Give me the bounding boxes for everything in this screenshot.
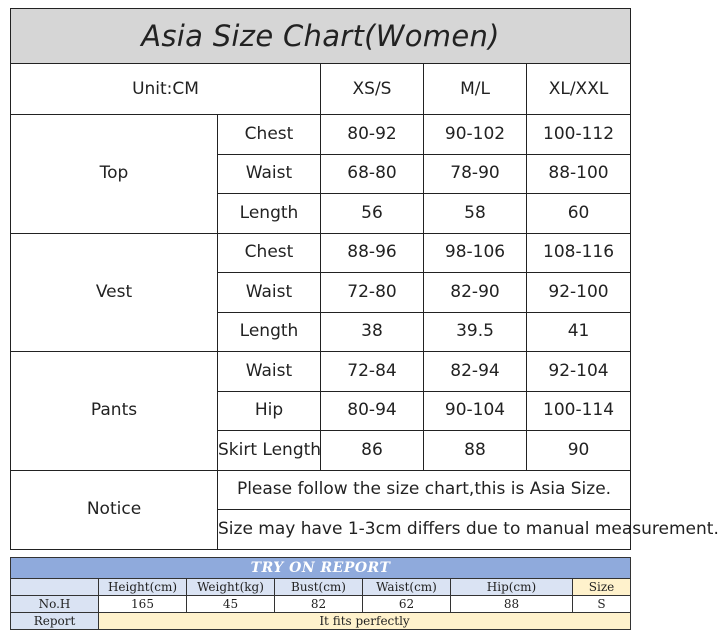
try-on-report-text: It fits perfectly — [99, 613, 631, 630]
measure-value: 56 — [321, 194, 424, 234]
measure-value: 78-90 — [424, 154, 527, 194]
measure-value: 88-96 — [321, 233, 424, 273]
try-on-header: Size — [573, 579, 631, 596]
size-chart-table — [10, 8, 719, 550]
table-row — [11, 352, 631, 392]
measure-value: 82-90 — [424, 273, 527, 313]
unit-label: Unit:CM — [11, 64, 321, 115]
measure-value: 82-94 — [424, 352, 527, 392]
measure-value: 90-104 — [424, 391, 527, 431]
table-row — [11, 115, 631, 155]
try-on-value: 62 — [363, 596, 451, 613]
try-on-value: 88 — [451, 596, 573, 613]
try-on-report-table — [10, 557, 631, 630]
try-on-header: Height(cm) — [99, 579, 187, 596]
measure-value: 100-114 — [527, 391, 631, 431]
try-on-value: 165 — [99, 596, 187, 613]
size-header: XS/S — [321, 64, 424, 115]
measure-value: 72-84 — [321, 352, 424, 392]
measure-value: 38 — [321, 312, 424, 352]
measure-value: 86 — [321, 431, 424, 471]
measure-value: 108-116 — [527, 233, 631, 273]
notice-row — [11, 470, 631, 510]
measure-label: Waist — [218, 352, 321, 392]
table-row — [11, 233, 631, 273]
empty-cell — [11, 579, 99, 596]
notice-label: Notice — [11, 470, 218, 549]
measure-label: Length — [218, 312, 321, 352]
try-on-value: 45 — [187, 596, 275, 613]
measure-value: 90-102 — [424, 115, 527, 155]
group-label: Pants — [11, 352, 218, 471]
table-row — [11, 596, 631, 613]
table-row — [11, 613, 631, 630]
measure-value: 39.5 — [424, 312, 527, 352]
measure-value: 88 — [424, 431, 527, 471]
measure-value: 88-100 — [527, 154, 631, 194]
measure-value: 68-80 — [321, 154, 424, 194]
measure-value: 98-106 — [424, 233, 527, 273]
group-label: Top — [11, 115, 218, 234]
try-on-report-label: Report — [11, 613, 99, 630]
try-on-value: S — [573, 596, 631, 613]
measure-label: Length — [218, 194, 321, 234]
notice-line: Please follow the size chart,this is Asia Size. — [218, 470, 631, 510]
try-on-value: 82 — [275, 596, 363, 613]
measure-value: 80-92 — [321, 115, 424, 155]
measure-value: 92-100 — [527, 273, 631, 313]
measure-value: 92-104 — [527, 352, 631, 392]
try-on-header: Waist(cm) — [363, 579, 451, 596]
measure-value: 60 — [527, 194, 631, 234]
measure-label: Chest — [218, 233, 321, 273]
try-on-header: Weight(kg) — [187, 579, 275, 596]
measure-value: 72-80 — [321, 273, 424, 313]
measure-value: 90 — [527, 431, 631, 471]
table-row — [11, 579, 631, 596]
size-header: M/L — [424, 64, 527, 115]
try-on-row-label: No.H — [11, 596, 99, 613]
measure-value: 41 — [527, 312, 631, 352]
try-on-header: Bust(cm) — [275, 579, 363, 596]
measure-value: 100-112 — [527, 115, 631, 155]
measure-label: Hip — [218, 391, 321, 431]
chart-title: Asia Size Chart(Women) — [11, 9, 631, 64]
measure-label: Waist — [218, 154, 321, 194]
measure-label: Chest — [218, 115, 321, 155]
measure-label: Waist — [218, 273, 321, 313]
group-label: Vest — [11, 233, 218, 352]
notice-line: Size may have 1-3cm differs due to manual measurement. — [218, 510, 631, 550]
try-on-title: TRY ON REPORT — [11, 558, 631, 579]
measure-value: 58 — [424, 194, 527, 234]
measure-label: Skirt Length — [218, 431, 321, 471]
measure-value: 80-94 — [321, 391, 424, 431]
size-header: XL/XXL — [527, 64, 631, 115]
try-on-header: Hip(cm) — [451, 579, 573, 596]
